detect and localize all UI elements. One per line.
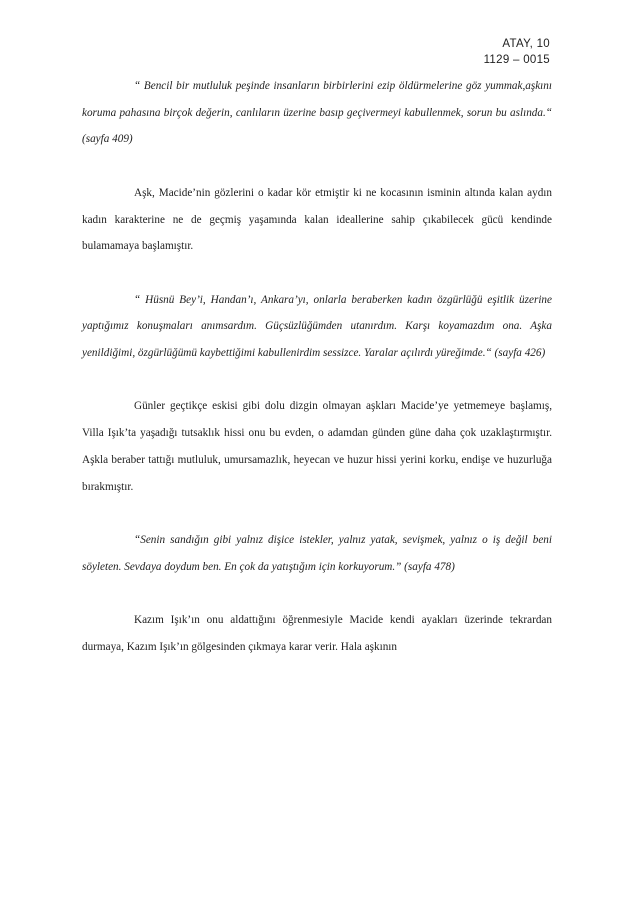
quote-paragraph: “ Bencil bir mutluluk peşinde insanların birbirlerini ezip öldürmelerine göz yummak,aşkını koruma pahasına birçok değerin, canlıların üzerine basıp geçivermeyi kabullenmek, sorun bu aslında.“ (sayfa 409) [82, 80, 552, 146]
body-paragraph: Günler geçtikçe eskisi gibi dolu dizgin olmayan aşkları Macide’ye yetmemeye başlamış, Villa Işık’ta yaşadığı tutsaklık hissi onu bu evden, o adamdan günden güne daha çok uzaklaştırmıştır. Aşkla beraber tattığı mutluluk, umursamazlık, heyecan ve huzur hissi yerini korku, endişe ve huzurluğa bırakmıştır. [82, 400, 552, 493]
document-body [82, 73, 552, 687]
page-header [484, 36, 550, 68]
quote-paragraph: “Senin sandığın gibi yalnız dişice istekler, yalnız yatak, sevişmek, yalnız o iş değil beni söyleten. Sevdaya doydum ben. En çok da yatıştığım için korkuyorum.” (sayfa 478) [82, 533, 552, 573]
quote-paragraph: “ Hüsnü Bey’i, Handan’ı, Ankara’yı, onlarla beraberken kadın özgürlüğü eşitlik üzerine yaptığımız konuşmaları anımsardım. Güçsüzlüğümden utanırdım. Karşı koyamazdım ona. Aşka yenildiğimi, özgürlüğümü kaybettiğimi kabullenirdim sessizce. Yaralar açılırdı yüreğimde.“ (sayfa 426) [82, 293, 552, 359]
header-id-line: 1129 – 0015 [483, 54, 550, 66]
body-paragraph: Aşk, Macide’nin gözlerini o kadar kör etmiştir ki ne kocasının isminin altında kalan aydın kadın karakterine ne de geçmiş yaşamında kalan ideallerine sahip çıkabilecek gücü kendinde bulamamaya başlamıştır. [82, 186, 552, 253]
header-author-line: ATAY, 10 [502, 38, 550, 50]
body-paragraph: Kazım Işık’ın onu aldattığını öğrenmesiyle Macide kendi ayakları üzerinde tekrardan durmaya, Kazım Işık’ın gölgesinden çıkmaya karar verir. Hala aşkının [82, 613, 552, 653]
